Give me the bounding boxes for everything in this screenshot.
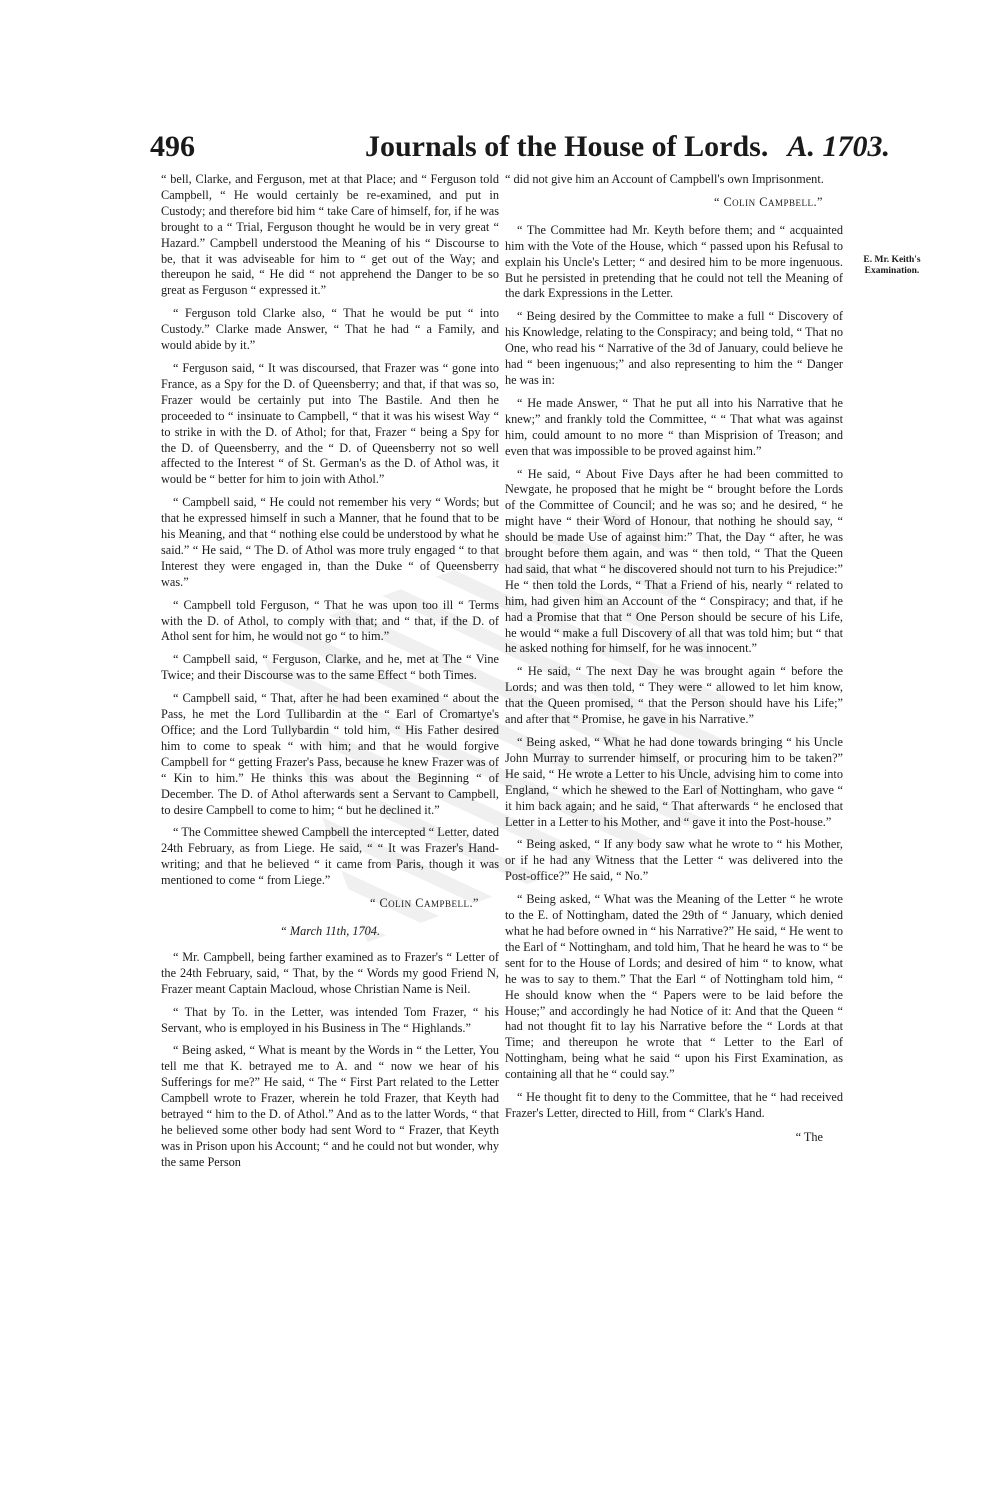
paragraph: “ Being asked, “ What is meant by the Words in “ the Letter, You tell me that K. betrayed me to A. and “ now we hear of his Sufferings for me?” He said, “ The “ First Part related to the Letter Campbell wrote to Frazer, wherein he told Frazer, that Keyth had betrayed “ him to the D. of Athol.” And as to the latter Words, “ that he believed some other body had sent Word to “ Frazer, that Keyth was in Prison upon his Account; “ and he could not but wonder, why the same Person xyxy=(161,1043,499,1169)
paragraph: “ Campbell said, “ That, after he had been examined “ about the Pass, he met the Lord Tullibardin at the “ Earl of Cromartye's Office; and the Lord Tullybardin “ told him, “ His Father desired him to come to speak “ with him; and that he would forgive Campbell for “ getting Frazer's Pass, because he knew Frazer was of “ Kin to him.” He thinks this was about the Beginning “ of December. The D. of Athol afterwards sent a Servant to Campbell, to desire Campbell to come to him; “ but he declined it.” xyxy=(161,691,499,817)
signature: “ Colin Campbell.” xyxy=(369,896,479,911)
paragraph: “ The Committee had Mr. Keyth before them; and “ acquainted him with the Vote of the House, which “ passed upon his Refusal to explain his Uncle's Letter; “ and desired him to be more ingenuous. But he persisted in pretending that he could not tell the Meaning of the dark Expressions in the Letter. xyxy=(505,222,843,301)
page-header xyxy=(150,130,890,170)
signature: “ Colin Campbell.” xyxy=(713,194,823,209)
page-number: 496 xyxy=(150,130,195,163)
paragraph: “ Being desired by the Committee to make a full “ Discovery of his Knowledge, relating to the Conspiracy; and being told, “ That no One, who read his “ Narrative of the 3d of January, could believe he had “ been ingenuous;” and also representing to him the “ Danger he was in: xyxy=(505,309,843,387)
running-title: Journals of the House of Lords. xyxy=(365,130,769,163)
year-heading: A. 1703. xyxy=(787,130,890,163)
paragraph: “ He said, “ About Five Days after he had been committed to Newgate, he proposed that he might be “ brought before the Lords of the Committee of Council; and he was so; and he desired, “ he might have “ their Word of Honour, that nothing he should say, “ should be made Use of against him:” That, the Day “ after, he was brought before them again, and was “ then told, “ That the Queen had said, that what “ he discovered should not turn to his Prejudice:” He “ then told the Lords, “ That a Friend of his, nearly “ related to him, had given him an Account of the “ Conspiracy; and that, if he had a Promise that that “ One Person should be secure of his Life, he would “ make a full Discovery of all that was told him; but “ that he asked nothing for himself, for he was innocent.” xyxy=(505,466,843,656)
paragraph: “ bell, Clarke, and Ferguson, met at that Place; and “ Ferguson told Campbell, “ He would certainly be re-examined, and put in Custody; and therefore bid him “ take Care of himself, for, if he was brought to a “ Trial, Ferguson thought he would be in very great “ Hazard.” Campbell understood the Meaning of his “ Discourse to be, that it was adviseable for him to “ get out of the Way; and thereupon he said, “ He did “ not apprehend the Danger to be so great as Ferguson “ expressed it.” xyxy=(161,172,499,298)
paragraph: “ Being asked, “ What he had done towards bringing “ his Uncle John Murray to surrender himself, or procuring him to be taken?” He said, “ He wrote a Letter to his Uncle, advising him to come into England, “ which he shewed to the Earl of Nottingham, who gave “ it him back again; and he said, “ That afterwards “ he enclosed that Letter in a Letter to his Mother, and “ gave it into the Post-house.” xyxy=(505,735,843,829)
paragraph: “ Ferguson told Clarke also, “ That he would be put “ into Custody.” Clarke made Answer, “ That he had “ a Family, and would abide by it.” xyxy=(161,306,499,353)
paragraph: “ Ferguson said, “ It was discoursed, that Frazer was “ gone into France, as a Spy for the D. of Queensberry; and that, if that was so, Frazer would be certainly put into The Bastile. And then he proceeded to “ insinuate to Campbell, “ that it was his wisest Way “ to strike in with the D. of Athol; for that, Frazer “ being a Spy for the D. of Queensberry, and the “ D. of Queensberry not so well affected to the Interest “ of St. German's as the D. of Athol was, it would be “ better for him to join with Athol.” xyxy=(161,360,499,487)
paragraph: “ Campbell told Ferguson, “ That he was upon too ill “ Terms with the D. of Athol, to comply with that; and “ that, if the D. of Athol sent for him, he would not go “ to him.” xyxy=(161,597,499,644)
paragraph: “ Campbell said, “ Ferguson, Clarke, and he, met at The “ Vine Twice; and their Discourse was to the same Effect “ both Times. xyxy=(161,652,499,683)
date-line: “ March 11th, 1704. xyxy=(279,923,381,938)
paragraph: “ Mr. Campbell, being farther examined as to Frazer's “ Letter of the 24th February, said, “ That, by the “ Words my good Friend N, Frazer meant Captain Macloud, whose Christian Name is Neil. xyxy=(161,949,499,996)
catchword: “ The xyxy=(795,1129,823,1144)
margin-note: E. Mr. Keith's Examination. xyxy=(863,255,921,276)
paragraph: “ The Committee shewed Campbell the intercepted “ Letter, dated 24th February, as from Liege. He said, “ “ It was Frazer's Hand-writing; and that he believed “ it came from Paris, though it was mentioned to come “ from Liege.” xyxy=(161,825,499,888)
paragraph: “ He said, “ The next Day he was brought again “ before the Lords; and was then told, “ They were “ allowed to let him know, that the Queen promised, “ that the Person should have his Life;” and after that “ Promise, he gave in his Narrative.” xyxy=(505,664,843,727)
right-column xyxy=(505,172,843,1146)
paragraph: “ He thought fit to deny to the Committee, that he “ had received Frazer's Letter, directed to Hill, from “ Clark's Hand. xyxy=(505,1090,843,1120)
paragraph: “ Being asked, “ If any body saw what he wrote to “ his Mother, or if he had any Witness that the Letter “ was delivered into the Post-office?” He said, “ No.” xyxy=(505,837,843,884)
paragraph: “ That by To. in the Letter, was intended Tom Frazer, “ his Servant, who is employed in his Business in The “ Highlands.” xyxy=(161,1004,499,1035)
left-column xyxy=(161,172,499,1178)
paragraph: “ Campbell said, “ He could not remember his very “ Words; but that he expressed himself in such a Manner, that he found that to be his Meaning, and that “ nothing else could be understood by what he said.” “ He said, “ The D. of Athol was more truly engaged “ to that Interest they were engaged in, than the Duke “ of Queensberry was.” xyxy=(161,495,499,589)
paragraph: “ Being asked, “ What was the Meaning of the Letter “ he wrote to the E. of Nottingham, dated the 29th of “ January, which denied what he had before owned in “ his Narrative?” He said, “ He went to the Earl of “ Nottingham, and told him, That he heard he was to “ be sent for to the House of Lords; and desired of him “ to know, what he was to say to them.” That the Earl “ of Nottingham told him, “ He should know when the “ Papers were to be laid before the House;” and accordingly he had Notice of it: And that the Queen “ had not thought fit to lay his Narrative before the “ Lords at that Time; and thereupon he wrote that “ Letter to the Earl of Nottingham, being what he said “ upon his First Examination, as containing all that he “ could say.” xyxy=(505,892,843,1082)
paragraph: “ did not give him an Account of Campbell's own Imprisonment. xyxy=(505,172,824,186)
paragraph: “ He made Answer, “ That he put all into his Narrative that he knew;” and frankly told the Committee, “ “ That what was against him, could amount to no more “ than Misprision of Treason; and even that was impossible to be proved against him.” xyxy=(505,395,843,458)
